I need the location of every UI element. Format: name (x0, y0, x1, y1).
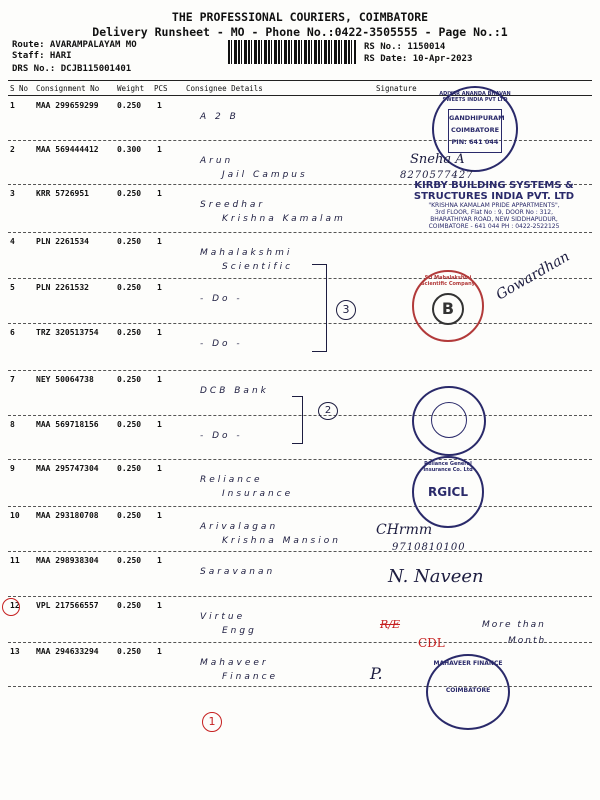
kirby-line4: 3rd FLOOR, Flat No : 9, DOOR No : 312, (434, 209, 554, 216)
mahaveer-city: COIMBATORE (445, 687, 491, 694)
row-weight: 0.250 (117, 647, 142, 656)
row-pcs: 1 (157, 556, 162, 565)
row-sno: 10 (10, 511, 20, 520)
row-consignee-line1: Sreedhar (200, 200, 266, 210)
row-pcs: 1 (157, 328, 162, 337)
row-separator (8, 642, 592, 643)
row13-signature: P. (370, 664, 383, 683)
row-consignee-line1: Mahaveer (200, 658, 269, 668)
row10-phone: 9710810100 (392, 542, 466, 553)
row10-signature: CHrmm (376, 522, 433, 538)
row-weight: 0.250 (117, 511, 142, 520)
row2-signature-name: Sneha A (410, 152, 465, 167)
row-weight: 0.250 (117, 464, 142, 473)
row-sno: 8 (10, 420, 15, 429)
row-consignment-no: MAA 298938304 (36, 556, 99, 565)
mahaveer-ring: MAHAVEER FINANCE (433, 660, 503, 667)
row-consignment-no: MAA 295747304 (36, 464, 99, 473)
row-sno: 1 (10, 101, 15, 110)
row-consignee-line1: Arivalagan (200, 522, 279, 532)
row-consignee-line1: - Do - (200, 339, 243, 349)
col-pcs: PCS (154, 84, 168, 93)
row-consignment-no: TRZ 320513754 (36, 328, 99, 337)
drs-number: DRS No.: DCJB115001401 (12, 64, 132, 74)
row-separator (8, 596, 592, 597)
row-weight: 0.250 (117, 283, 142, 292)
rgicl-ring: Reliance General Insurance Co. Ltd (423, 461, 473, 473)
row-pcs: 1 (157, 647, 162, 656)
row-separator (8, 459, 592, 460)
row-pcs: 1 (157, 375, 162, 384)
row-sno: 11 (10, 556, 20, 565)
row7-stamp-center (431, 402, 467, 438)
row-consignee-line1: Reliance (200, 475, 263, 485)
row-pcs: 1 (157, 145, 162, 154)
row-separator (8, 323, 592, 324)
group-three-mark: 3 (336, 300, 356, 320)
col-signature: Signature (376, 84, 417, 93)
kirby-stamp (398, 180, 590, 230)
row-pcs: 1 (157, 283, 162, 292)
row-separator (8, 232, 592, 233)
staff-label: Staff: HARI (12, 51, 72, 61)
row-consignee-line2: Jail Campus (222, 170, 308, 180)
gandhipuram-stamp-ring: ADIYAR ANANDA BHAVAN SWEETS INDIA PVT LTD (439, 91, 511, 103)
row-consignment-no: PLN 2261532 (36, 283, 89, 292)
rgicl-stamp (412, 456, 484, 528)
row-consignee-line1: Mahalakshmi (200, 248, 293, 258)
rs-number: RS No.: 1150014 (364, 42, 446, 52)
row-sno: 4 (10, 237, 15, 246)
row-consignment-no: MAA 569718156 (36, 420, 99, 429)
row-pcs: 1 (157, 101, 162, 110)
row-pcs: 1 (157, 601, 162, 610)
row-sno: 2 (10, 145, 15, 154)
bracket-group-two (292, 396, 303, 444)
col-weight: Weight (117, 84, 145, 93)
row-consignee-line1: DCB Bank (200, 386, 269, 396)
row-consignee-line2: Engg (222, 626, 257, 636)
gandhipuram-line2: COIMBATORE (450, 126, 500, 134)
row7-stamp (412, 386, 486, 456)
row-consignment-no: MAA 293180708 (36, 511, 99, 520)
gandhipuram-stamp-center (448, 109, 505, 153)
row11-signature: N. Naveen (388, 566, 484, 587)
row-separator (8, 370, 592, 371)
gandhipuram-line1: GANDHIPURAM (449, 114, 505, 122)
row-consignment-no: PLN 2261534 (36, 237, 89, 246)
row-sno: 12 (10, 601, 20, 610)
row-consignee-line2: Krishna Kamalam (222, 214, 346, 224)
row-pcs: 1 (157, 420, 162, 429)
row-consignee-line1: - Do - (200, 431, 243, 441)
row-weight: 0.300 (117, 145, 142, 154)
mahalakshmi-stamp (412, 270, 484, 342)
row-consignment-no: MAA 299659299 (36, 101, 99, 110)
row-consignment-no: MAA 294633294 (36, 647, 99, 656)
row-pcs: 1 (157, 237, 162, 246)
row4-signature: Gowardhan (493, 248, 573, 304)
kirby-line1: KIRBY BUILDING SYSTEMS & (414, 180, 574, 191)
row-consignee-line1: A 2 B (200, 112, 239, 122)
kirby-line6: COIMBATORE - 641 044 PH : 0422-2522125 (428, 223, 560, 230)
route-label: Route: AVARAMPALAYAM MO (12, 40, 137, 50)
barcode (228, 40, 356, 64)
row-separator (8, 278, 592, 279)
header-rule-top (8, 80, 592, 81)
row-consignee-line1: Arun (200, 156, 234, 166)
col-sno: S No (10, 84, 29, 93)
row-sno: 6 (10, 328, 15, 337)
row-separator (8, 551, 592, 552)
row-consignee-line1: - Do - (200, 294, 243, 304)
mahalakshmi-ring: Sri Mahalakshmi Scientific Company (421, 275, 475, 287)
page-mark: 1 (202, 712, 222, 732)
row-weight: 0.250 (117, 375, 142, 384)
row-weight: 0.250 (117, 420, 142, 429)
row-weight: 0.250 (117, 237, 142, 246)
row-weight: 0.250 (117, 189, 142, 198)
mahalakshmi-logo: B (432, 293, 464, 325)
mahaveer-stamp (426, 654, 510, 730)
row-weight: 0.250 (117, 101, 142, 110)
row-weight: 0.250 (117, 556, 142, 565)
rs-date: RS Date: 10-Apr-2023 (364, 54, 473, 64)
row12-month: Month (508, 636, 547, 646)
kirby-line2: STRUCTURES INDIA PVT. LTD (413, 191, 575, 202)
bracket-group-three (312, 264, 327, 352)
col-consignee: Consignee Details (186, 84, 263, 93)
row-sno: 9 (10, 464, 15, 473)
row-pcs: 1 (157, 189, 162, 198)
row-pcs: 1 (157, 464, 162, 473)
row-consignee-line2: Krishna Mansion (222, 536, 341, 546)
row-sno: 13 (10, 647, 20, 656)
row-weight: 0.250 (117, 328, 142, 337)
row-consignee-line2: Insurance (222, 489, 294, 499)
row-consignee-line2: Finance (222, 672, 279, 682)
row-separator (8, 506, 592, 507)
row-consignee-line1: Saravanan (200, 567, 276, 577)
runsheet-subtitle: Delivery Runsheet - MO - Phone No.:0422-3505555 - Page No.:1 (92, 25, 508, 39)
row-consignment-no: VPL 217566557 (36, 601, 99, 610)
rgicl-logo: RGICL (427, 485, 468, 499)
row12-more-than: More than (482, 620, 546, 630)
row-consignment-no: KRR 5726951 (36, 189, 89, 198)
row12-cdl: CDL (418, 636, 445, 650)
row-sno: 7 (10, 375, 15, 384)
row-sno: 5 (10, 283, 15, 292)
row-consignee-line2: Scientific (222, 262, 294, 272)
row12-struck-mark: R/E (380, 618, 401, 631)
kirby-line3: "KRISHNA KAMALAM PRIDE APPARTMENTS", (428, 202, 560, 209)
row12-circle (2, 598, 20, 616)
kirby-line5: BHARATHIYAR ROAD, NEW SIDDHAPUDUR, (430, 216, 558, 223)
row-pcs: 1 (157, 511, 162, 520)
row-consignee-line1: Virtue (200, 612, 246, 622)
gandhipuram-line3: PIN: 641 044 (451, 138, 499, 146)
col-consignment: Consignment No (36, 84, 100, 93)
row-sno: 3 (10, 189, 15, 198)
row-consignment-no: MAA 569444412 (36, 145, 99, 154)
row-weight: 0.250 (117, 601, 142, 610)
group-two-mark: 2 (318, 402, 338, 420)
row2-signature-phone: 8270577427 (400, 170, 474, 181)
company-title: THE PROFESSIONAL COURIERS, COIMBATORE (171, 10, 429, 24)
row-consignment-no: NEY 50064738 (36, 375, 94, 384)
